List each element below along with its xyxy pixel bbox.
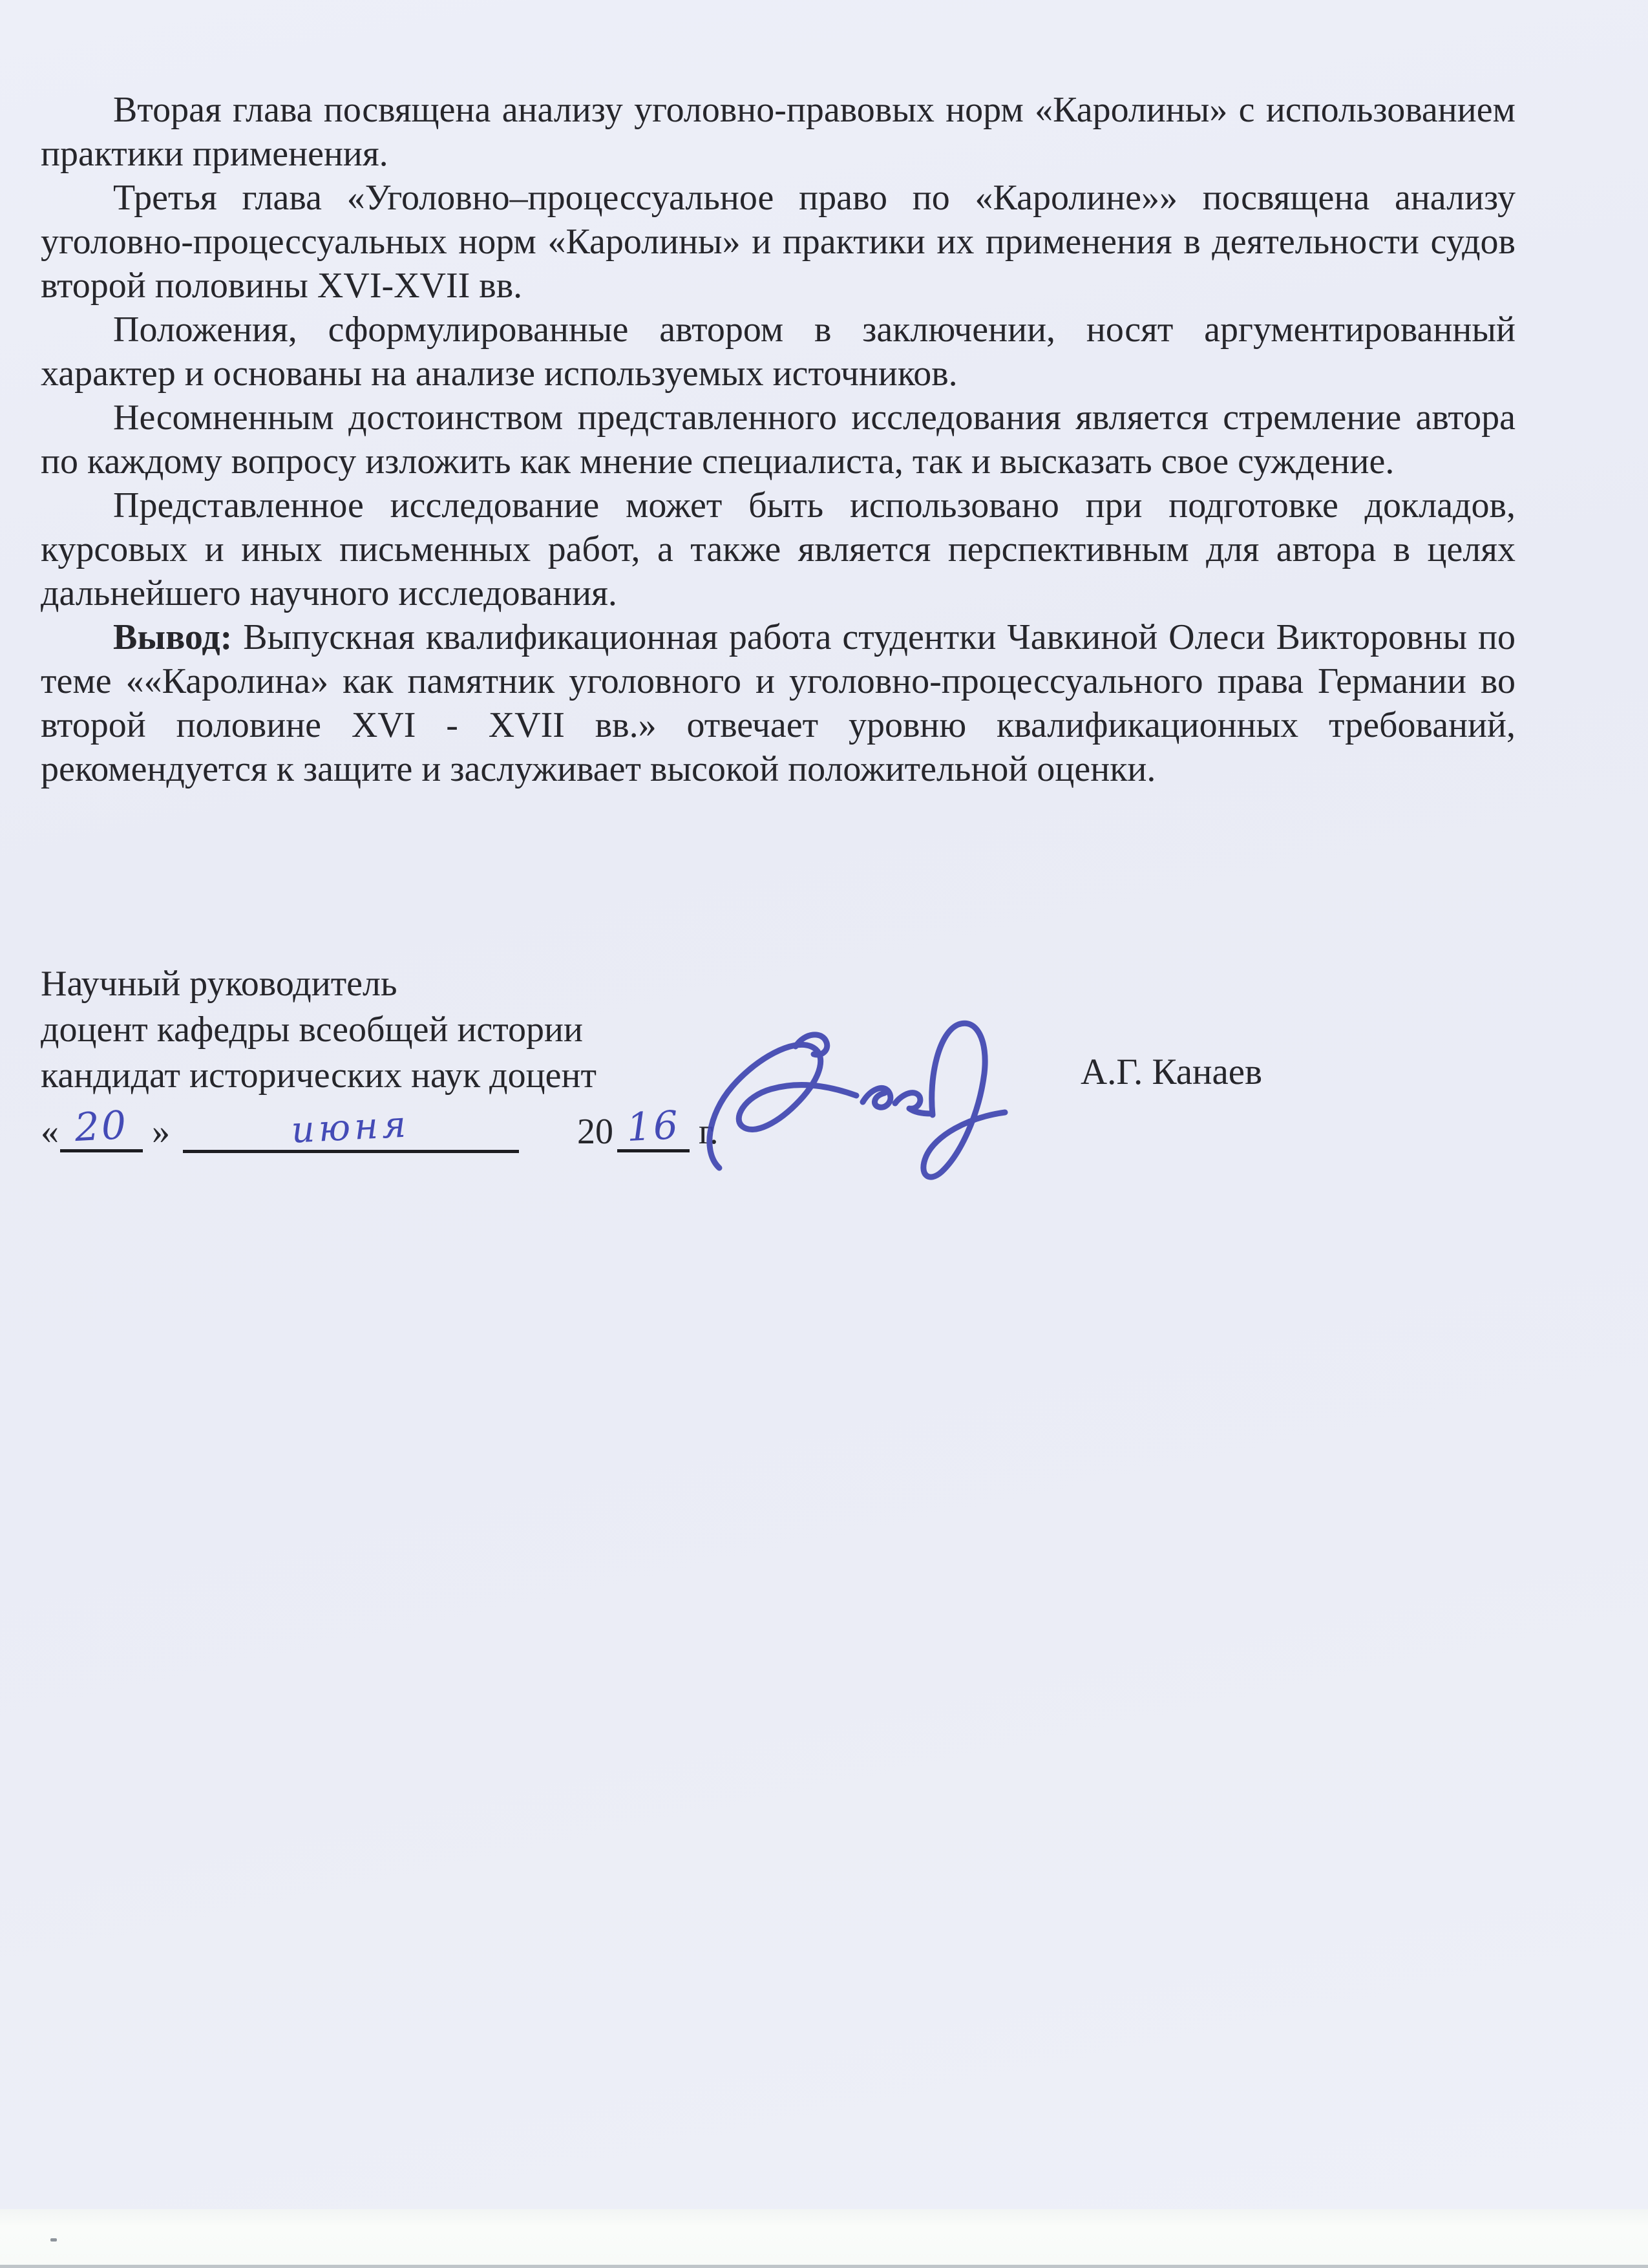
signer-name: А.Г. Канаев (1081, 1052, 1263, 1092)
paragraph-merit: Несомненным достоинством представленного исследования является стремление автора по каждому вопросу изложить как мнение специалиста, так и высказать свое суждение. (41, 397, 1516, 482)
date-day-blank (60, 1102, 143, 1152)
document-body (41, 88, 1516, 791)
paragraph-conclusions-argued: Положения, сформулированные автором в заключении, носят аргументированный характер и основаны на анализе используемых источников. (41, 310, 1516, 394)
date-day-handwritten: 20 (73, 1102, 129, 1151)
date-year-prefix: 20 (577, 1112, 613, 1152)
supervisor-degree: кандидат исторических наук доцент (41, 1055, 597, 1096)
scanner-edge-band (0, 2209, 1648, 2268)
supervisor-title: Научный руководитель (41, 964, 397, 1004)
supervisor-position: доцент кафедры всеобщей истории (41, 1010, 583, 1050)
paragraph-usefulness: Представленное исследование может быть использовано при подготовке докладов, курсовых и иных письменных работ, а также является перспективным для автора в целях дальнейшего научного исследования. (41, 485, 1516, 613)
date-month-blank (183, 1103, 519, 1153)
date-close-quote: » (152, 1112, 171, 1152)
date-open-quote: « (41, 1112, 60, 1152)
paragraph-verdict (41, 615, 1516, 791)
date-year-handwritten: 16 (625, 1102, 681, 1151)
verdict-label: Вывод: (113, 617, 233, 657)
date-year-blank (617, 1102, 690, 1152)
paragraph-chapter-three: Третья глава «Уголовно–процессуальное право по «Каролине»» посвящена анализу уголовно-процессуальных норм «Каролины» и практики их применения в деятельности судов второй половины XVI-XVII вв. (41, 178, 1516, 306)
date-month-handwritten: июня (290, 1103, 411, 1152)
scan-artifact-speck (50, 2238, 57, 2242)
date-year-suffix: г. (699, 1112, 719, 1152)
scanner-edge-line (0, 2265, 1648, 2268)
paragraph-chapter-two: Вторая глава посвящена анализу уголовно-правовых норм «Каролины» с использованием практики применения. (41, 90, 1516, 174)
handwritten-signature-icon (701, 999, 1076, 1192)
verdict-text: Выпускная квалификационная работа студентки Чавкиной Олеси Викторовны по теме ««Каролина» как памятник уголовного и уголовно-процессуального права Германии во второй половине XVI - XVII вв.» отвечает уровню квалификационных требований, рекомендуется к защите и заслуживает высокой положительной оценки. (41, 617, 1516, 789)
